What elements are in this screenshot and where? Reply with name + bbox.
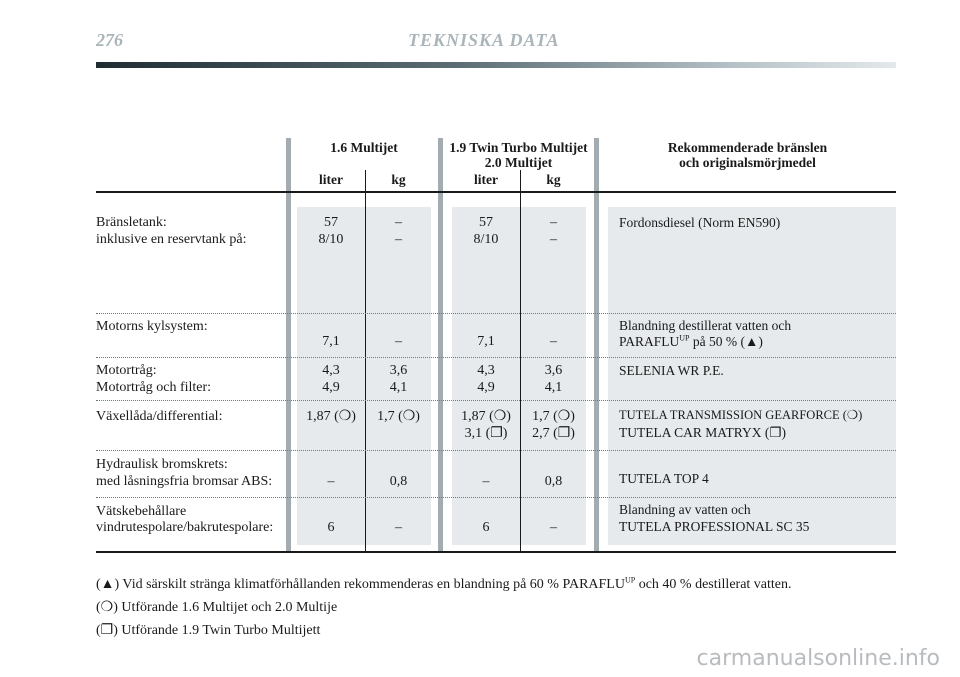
value-kg: 3,6: [544, 363, 563, 378]
value-kg: 2,7 (❐): [532, 426, 575, 441]
value-liter: 4,9: [322, 380, 340, 395]
column-header-fuels: Rekommenderade bränslen: [667, 140, 828, 155]
fuel-recommendation: TUTELA PROFESSIONAL SC 35: [619, 519, 810, 534]
value-liter: 1,87 (❍): [306, 409, 356, 424]
fuel-recommendation: TUTELA CAR MATRYX (❐): [619, 425, 786, 440]
value-kg: –: [550, 232, 557, 247]
row-label: inklusive en reservtank på:: [96, 232, 247, 247]
fuel-recommendation: TUTELA TRANSMISSION GEARFORCE (❍): [619, 408, 863, 422]
value-kg: –: [395, 232, 402, 247]
header-rule: [96, 62, 896, 68]
value-kg: 0,8: [544, 474, 563, 489]
value-liter: 8/10: [318, 232, 344, 247]
column-header-fuels-sub: och originalsmörjmedel: [679, 155, 816, 170]
table-bottom-rule: [96, 551, 896, 553]
value-kg: 0,8: [389, 474, 408, 489]
fuel-recommendation: TUTELA TOP 4: [619, 471, 709, 486]
value-liter: 3,1 (❐): [464, 426, 508, 441]
row-separator: [96, 313, 896, 314]
value-kg: –: [550, 334, 557, 349]
row-separator: [96, 357, 896, 358]
value-liter: 4,3: [477, 363, 495, 378]
value-kg: –: [550, 215, 557, 230]
footnote-square: (❐) Utförande 1.9 Twin Turbo Multijett: [96, 623, 321, 638]
value-liter: 4,3: [322, 363, 340, 378]
value-kg: 4,1: [389, 380, 408, 395]
column-divider: [594, 138, 599, 553]
column-header-1-6-multijet: 1.6 Multijet: [330, 140, 398, 155]
value-liter: 1,87 (❍): [461, 409, 511, 424]
footnote-triangle: (▲) Vid särskilt stränga klimatförhållanden rekommenderas en blandning på 60 % $PARAFLU^{UP}$ och 40 % destillerat vatten.: [96, 575, 792, 592]
row-label: Vätskebehållare: [96, 504, 187, 519]
subheader-liter: liter: [319, 172, 343, 187]
value-liter: 57: [324, 215, 338, 230]
row-label: Motortråg:: [96, 363, 157, 378]
fuel-recommendation: Blandning av vatten och: [619, 502, 751, 517]
row-label: Bränsletank:: [96, 215, 167, 230]
column-divider: [286, 138, 291, 553]
value-liter: 7,1: [477, 334, 495, 349]
row-label: Hydraulisk bromskrets:: [96, 457, 228, 472]
fuel-recommendation: $PARAFLU^{UP}$ på 50 % (▲): [619, 333, 763, 349]
value-kg: 3,6: [389, 363, 408, 378]
column-divider: [438, 138, 443, 553]
value-kg: –: [395, 334, 402, 349]
value-kg: 4,1: [544, 380, 563, 395]
value-liter: 7,1: [322, 334, 340, 349]
value-liter: –: [482, 474, 490, 489]
row-label: med låsningsfria bromsar ABS:: [96, 474, 273, 489]
value-liter: 4,9: [477, 380, 495, 395]
row-separator: [96, 450, 896, 451]
table-header-rule: [96, 191, 896, 193]
subheader-liter: liter: [474, 172, 498, 187]
footnote-circle: (❍) Utförande 1.6 Multijet och 2.0 Multije: [96, 600, 338, 615]
column-header-1-9-twin-turbo: 1.9 Twin Turbo Multijet: [449, 140, 588, 155]
value-kg: –: [395, 520, 402, 535]
row-separator: [96, 497, 896, 498]
row-label: Motortråg och filter:: [96, 380, 212, 395]
value-kg: 1,7 (❍): [532, 409, 575, 424]
value-liter: 6: [482, 520, 490, 535]
row-label: Växellåda/differential:: [96, 409, 223, 424]
fuel-recommendation: SELENIA WR P.E.: [619, 363, 724, 378]
section-title: TEKNISKA DATA: [408, 30, 560, 50]
value-kg: –: [550, 520, 557, 535]
column-header-2-0-multijet: 2.0 Multijet: [484, 155, 553, 170]
value-liter: 57: [479, 215, 493, 230]
row-label: vindrutespolare/bakrutespolare:: [96, 520, 274, 535]
value-liter: 6: [327, 520, 335, 535]
value-kg: 1,7 (❍): [377, 409, 420, 424]
row-separator: [96, 400, 896, 401]
fuel-recommendation: Blandning destillerat vatten och: [619, 318, 792, 333]
page-number: 276: [96, 30, 123, 50]
value-liter: 8/10: [473, 232, 499, 247]
value-liter: –: [327, 474, 335, 489]
watermark: carmanualsonline.info: [696, 646, 940, 671]
row-label: Motorns kylsystem:: [96, 319, 208, 334]
subheader-kg: kg: [391, 172, 406, 187]
value-kg: –: [395, 215, 402, 230]
fuel-recommendation: Fordonsdiesel (Norm EN590): [619, 215, 781, 230]
subheader-kg: kg: [546, 172, 561, 187]
